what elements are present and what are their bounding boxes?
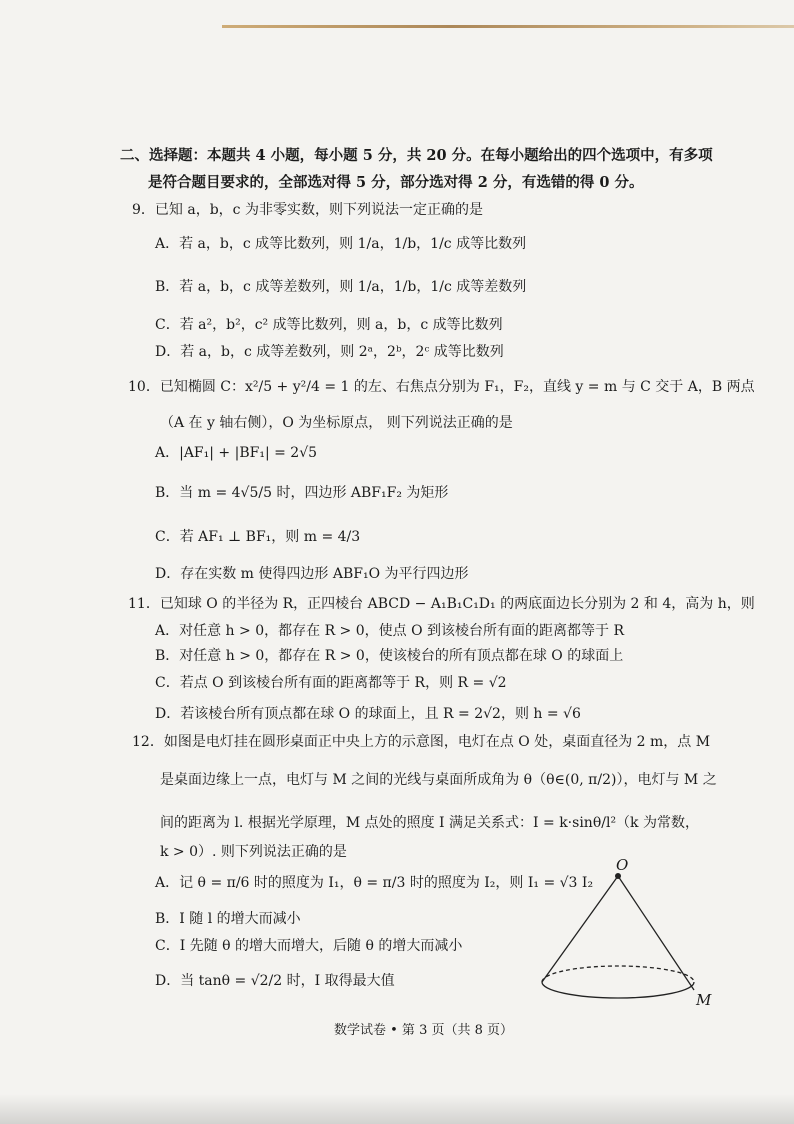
q10-option-a: A．|AF₁| + |BF₁| = 2√5: [155, 445, 318, 461]
cone-left-edge: [542, 876, 618, 982]
q10-stem-line1: 10．已知椭圆 C：x²/5 + y²/4 = 1 的左、右焦点分别为 F₁，F₂，直线 y = m 与 C 交于 A，B 两点: [128, 379, 755, 395]
q11-option-b: B．对任意 h > 0，都存在 R > 0，使该棱台的所有顶点都在球 O 的球面上: [155, 648, 624, 664]
q10-option-b: B．当 m = 4√5/5 时，四边形 ABF₁F₂ 为矩形: [155, 485, 449, 501]
table-front-arc: [542, 982, 694, 998]
q10-option-d: D．存在实数 m 使得四边形 ABF₁O 为平行四边形: [155, 566, 469, 582]
q12-stem-line4: k > 0）. 则下列说法正确的是: [160, 844, 347, 860]
page-footer: 数学试卷 • 第 3 页（共 8 页）: [334, 1023, 514, 1038]
section-heading-line2: 是符合题目要求的，全部选对得 5 分，部分选对得 2 分，有选错的得 0 分。: [148, 174, 644, 191]
q9-option-c: C．若 a²，b²，c² 成等比数列，则 a，b，c 成等比数列: [155, 317, 503, 333]
q12-option-b: B．I 随 l 的增大而减小: [155, 911, 301, 927]
lamp-cone-figure: [530, 850, 720, 1010]
q9-option-a: A．若 a，b，c 成等比数列，则 1/a，1/b，1/c 成等比数列: [155, 236, 527, 252]
q12-option-c: C．I 先随 θ 的增大而增大，后随 θ 的增大而减小: [155, 938, 463, 954]
section-heading-line1: 二、选择题：本题共 4 小题，每小题 5 分，共 20 分。在每小题给出的四个选项中，有多项: [120, 147, 713, 164]
q12-stem-line2: 是桌面边缘上一点，电灯与 M 之间的光线与桌面所成角为 θ（θ∈(0, π/2)），电灯与 M 之: [160, 772, 717, 788]
q11-option-c: C．若点 O 到该棱台所有面的距离都等于 R，则 R = √2: [155, 675, 507, 691]
q11-option-d: D．若该棱台所有顶点都在球 O 的球面上，且 R = 2√2，则 h = √6: [155, 706, 581, 722]
q9-option-b: B．若 a，b，c 成等差数列，则 1/a，1/b，1/c 成等差数列: [155, 279, 527, 295]
q12-stem-line3: 间的距离为 l. 根据光学原理，M 点处的照度 I 满足关系式：I = k·sinθ/l²（k 为常数，: [160, 815, 699, 831]
q9-stem: 9．已知 a，b，c 为非零实数，则下列说法一定正确的是: [132, 202, 483, 218]
table-back-arc: [542, 966, 694, 982]
q11-stem: 11．已知球 O 的半径为 R，正四棱台 ABCD − A₁B₁C₁D₁ 的两底面边长分别为 2 和 4，高为 h，则: [128, 596, 755, 612]
q11-option-a: A．对任意 h > 0，都存在 R > 0，使点 O 到该棱台所有面的距离都等于 R: [155, 623, 625, 639]
q10-stem-line2: （A 在 y 轴右侧），O 为坐标原点， 则下列说法正确的是: [160, 415, 513, 431]
cone-right-edge: [618, 876, 694, 990]
q12-option-d: D．当 tanθ = √2/2 时，I 取得最大值: [155, 973, 395, 989]
q12-stem-line1: 12．如图是电灯挂在圆形桌面正中央上方的示意图，电灯在点 O 处，桌面直径为 2 m，点 M: [132, 734, 711, 750]
top-border-line: [222, 25, 794, 28]
label-o: O: [616, 856, 629, 874]
scan-shadow: [0, 1094, 794, 1124]
q9-option-d: D．若 a，b，c 成等差数列，则 2ᵃ，2ᵇ，2ᶜ 成等比数列: [155, 344, 504, 360]
q12-option-a: A．记 θ = π/6 时的照度为 I₁，θ = π/3 时的照度为 I₂，则 I₁ = √3 I₂: [155, 875, 594, 891]
q10-option-c: C．若 AF₁ ⊥ BF₁，则 m = 4/3: [155, 529, 361, 545]
label-m: M: [696, 991, 712, 1009]
